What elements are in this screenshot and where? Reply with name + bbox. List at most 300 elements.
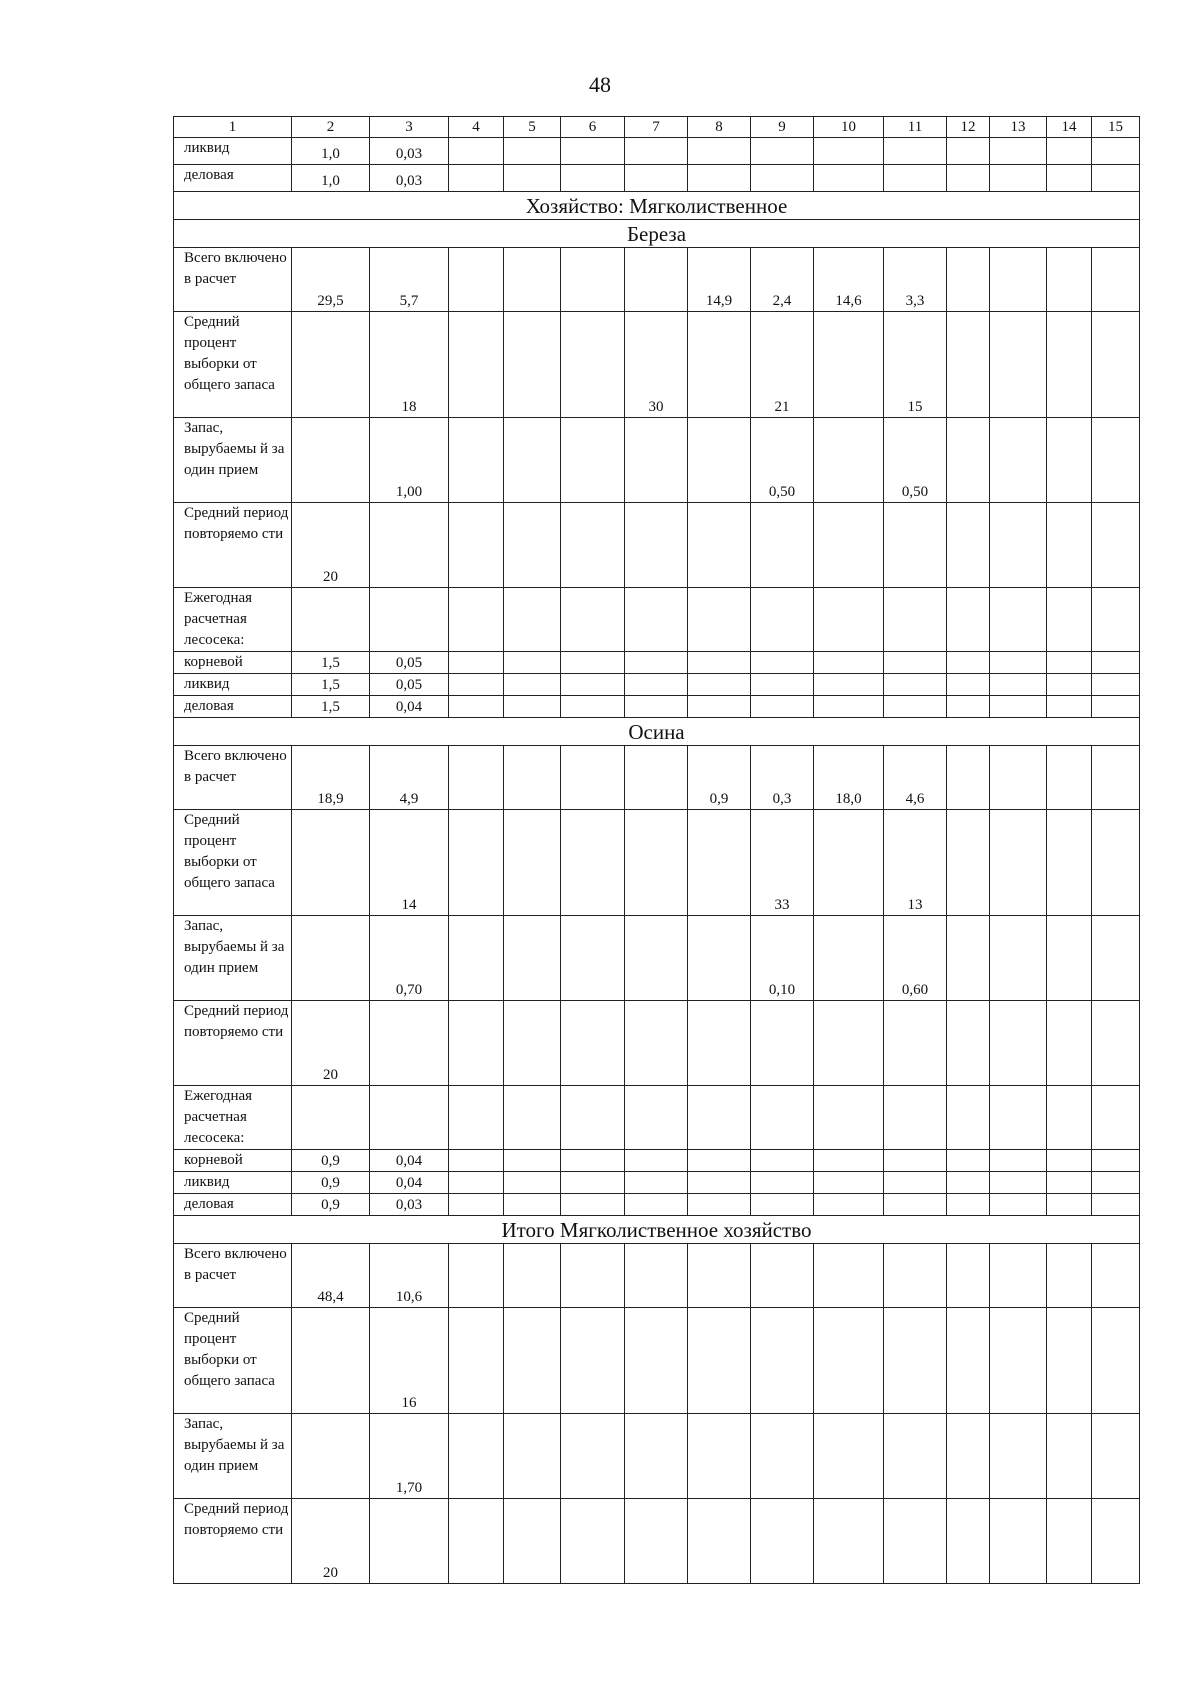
- table-cell-col-15: [1092, 746, 1140, 810]
- table-cell-col-3: [370, 588, 449, 652]
- column-number-3: 3: [370, 117, 449, 138]
- table-cell-col-6: [561, 1244, 625, 1308]
- table-cell-col-12: [947, 1001, 990, 1086]
- table-row: [174, 696, 1140, 718]
- table-cell-col-3: [370, 1001, 449, 1086]
- table-cell-col-13: [990, 652, 1047, 674]
- table-cell-col-13: [990, 1001, 1047, 1086]
- table-row: [174, 674, 1140, 696]
- table-cell-col-12: [947, 746, 990, 810]
- table-cell-col-11: [884, 696, 947, 718]
- table-cell-col-6: [561, 1499, 625, 1584]
- table-cell-col-6: [561, 916, 625, 1001]
- table-cell-col-6: [561, 746, 625, 810]
- table-row: [174, 652, 1140, 674]
- table-cell-col-4: [449, 1194, 504, 1216]
- row-label: Средний процент выборки от общего запаса: [174, 810, 292, 916]
- table-cell-col-12: [947, 916, 990, 1001]
- table-cell-col-11: [884, 165, 947, 192]
- table-cell-col-9: [751, 1001, 814, 1086]
- column-number-4: 4: [449, 117, 504, 138]
- table-cell-col-2: 1,0: [292, 138, 370, 165]
- table-cell-col-15: [1092, 503, 1140, 588]
- table-cell-col-8: [688, 916, 751, 1001]
- table-cell-col-2: 1,5: [292, 674, 370, 696]
- table-row: [174, 1194, 1140, 1216]
- table-cell-col-10: [814, 1194, 884, 1216]
- table-cell-col-6: [561, 696, 625, 718]
- table-cell-col-12: [947, 138, 990, 165]
- table-cell-col-9: 2,4: [751, 248, 814, 312]
- table-cell-col-9: 0,50: [751, 418, 814, 503]
- table-cell-col-4: [449, 418, 504, 503]
- table-cell-col-13: [990, 1308, 1047, 1414]
- table-cell-col-5: [504, 248, 561, 312]
- table-cell-col-6: [561, 165, 625, 192]
- table-cell-col-2: [292, 916, 370, 1001]
- table-cell-col-15: [1092, 696, 1140, 718]
- table-cell-col-14: [1047, 248, 1092, 312]
- table-cell-col-7: [625, 916, 688, 1001]
- row-label: деловая: [174, 165, 292, 192]
- table-cell-col-3: 5,7: [370, 248, 449, 312]
- table-cell-col-11: 13: [884, 810, 947, 916]
- table-cell-col-2: [292, 312, 370, 418]
- table-cell-col-12: [947, 1244, 990, 1308]
- table-cell-col-11: [884, 138, 947, 165]
- table-cell-col-11: [884, 1172, 947, 1194]
- row-label: ликвид: [174, 138, 292, 165]
- table-cell-col-7: [625, 652, 688, 674]
- table-cell-col-4: [449, 503, 504, 588]
- table-cell-col-10: [814, 810, 884, 916]
- table-cell-col-9: 0,10: [751, 916, 814, 1001]
- table-cell-col-13: [990, 810, 1047, 916]
- table-cell-col-13: [990, 165, 1047, 192]
- table-cell-col-6: [561, 1172, 625, 1194]
- table-cell-col-2: 1,0: [292, 165, 370, 192]
- table-cell-col-14: [1047, 312, 1092, 418]
- table-cell-col-2: 20: [292, 503, 370, 588]
- table-cell-col-7: [625, 1172, 688, 1194]
- table-cell-col-7: [625, 674, 688, 696]
- column-number-5: 5: [504, 117, 561, 138]
- table-cell-col-4: [449, 138, 504, 165]
- table-row: [174, 1172, 1140, 1194]
- table-cell-col-14: [1047, 1308, 1092, 1414]
- table-cell-col-14: [1047, 503, 1092, 588]
- table-cell-col-11: 4,6: [884, 746, 947, 810]
- row-label: Средний период повторяемо сти: [174, 1499, 292, 1584]
- table-cell-col-2: [292, 418, 370, 503]
- table-cell-col-7: [625, 1001, 688, 1086]
- table-cell-col-15: [1092, 1172, 1140, 1194]
- table-cell-col-14: [1047, 165, 1092, 192]
- table-cell-col-15: [1092, 418, 1140, 503]
- forest-cut-table: [173, 116, 1140, 1584]
- table-cell-col-13: [990, 1244, 1047, 1308]
- table-cell-col-7: [625, 1194, 688, 1216]
- table-cell-col-9: [751, 1244, 814, 1308]
- table-cell-col-15: [1092, 1001, 1140, 1086]
- row-label: Средний период повторяемо сти: [174, 1001, 292, 1086]
- table-cell-col-15: [1092, 1150, 1140, 1172]
- table-cell-col-15: [1092, 916, 1140, 1001]
- table-row: [174, 1001, 1140, 1086]
- table-cell-col-5: [504, 696, 561, 718]
- table-cell-col-7: [625, 1308, 688, 1414]
- table-cell-col-12: [947, 1308, 990, 1414]
- table-cell-col-14: [1047, 1244, 1092, 1308]
- table-cell-col-11: 3,3: [884, 248, 947, 312]
- table-cell-col-6: [561, 652, 625, 674]
- section-title: Итого Мягколиственное хозяйство: [174, 1216, 1140, 1244]
- table-cell-col-3: 0,03: [370, 165, 449, 192]
- table-row: [174, 1244, 1140, 1308]
- table-cell-col-12: [947, 312, 990, 418]
- table-cell-col-9: [751, 503, 814, 588]
- table-cell-col-3: 10,6: [370, 1244, 449, 1308]
- table-cell-col-6: [561, 312, 625, 418]
- table-cell-col-3: [370, 1499, 449, 1584]
- table-cell-col-5: [504, 165, 561, 192]
- table-cell-col-9: [751, 1499, 814, 1584]
- table-cell-col-14: [1047, 746, 1092, 810]
- table-cell-col-3: [370, 503, 449, 588]
- table-cell-col-3: 0,03: [370, 1194, 449, 1216]
- table-cell-col-2: [292, 1308, 370, 1414]
- table-cell-col-7: 30: [625, 312, 688, 418]
- table-cell-col-14: [1047, 1086, 1092, 1150]
- table-cell-col-4: [449, 1086, 504, 1150]
- table-cell-col-15: [1092, 1414, 1140, 1499]
- table-cell-col-8: [688, 1001, 751, 1086]
- table-cell-col-2: 0,9: [292, 1172, 370, 1194]
- table-cell-col-7: [625, 1244, 688, 1308]
- table-cell-col-6: [561, 1150, 625, 1172]
- table-cell-col-8: [688, 418, 751, 503]
- table-cell-col-3: [370, 1086, 449, 1150]
- table-cell-col-14: [1047, 652, 1092, 674]
- table-cell-col-13: [990, 312, 1047, 418]
- table-cell-col-10: [814, 1150, 884, 1172]
- section-title: Береза: [174, 220, 1140, 248]
- table-cell-col-3: 0,04: [370, 1150, 449, 1172]
- row-label: Средний процент выборки от общего запаса: [174, 1308, 292, 1414]
- table-cell-col-3: 0,04: [370, 696, 449, 718]
- table-cell-col-15: [1092, 674, 1140, 696]
- table-cell-col-13: [990, 1194, 1047, 1216]
- section-title: Хозяйство: Мягколиственное: [174, 192, 1140, 220]
- table-cell-col-14: [1047, 674, 1092, 696]
- table-cell-col-7: [625, 746, 688, 810]
- table-cell-col-9: [751, 1150, 814, 1172]
- table-cell-col-9: [751, 1172, 814, 1194]
- table-cell-col-5: [504, 916, 561, 1001]
- table-cell-col-5: [504, 674, 561, 696]
- table-cell-col-10: [814, 503, 884, 588]
- table-row: [174, 1308, 1140, 1414]
- table-cell-col-3: 0,05: [370, 674, 449, 696]
- table-cell-col-6: [561, 138, 625, 165]
- table-cell-col-5: [504, 810, 561, 916]
- table-cell-col-12: [947, 1499, 990, 1584]
- table-cell-col-8: [688, 503, 751, 588]
- table-cell-col-10: 18,0: [814, 746, 884, 810]
- page-number: 48: [589, 72, 611, 97]
- table-cell-col-13: [990, 746, 1047, 810]
- table-cell-col-9: [751, 588, 814, 652]
- table-cell-col-4: [449, 165, 504, 192]
- table-cell-col-9: 0,3: [751, 746, 814, 810]
- table-cell-col-7: [625, 1086, 688, 1150]
- table-cell-col-8: [688, 165, 751, 192]
- table-cell-col-13: [990, 138, 1047, 165]
- table-cell-col-3: 0,04: [370, 1172, 449, 1194]
- row-label: Средний процент выборки от общего запаса: [174, 312, 292, 418]
- table-cell-col-3: 0,70: [370, 916, 449, 1001]
- table-cell-col-4: [449, 916, 504, 1001]
- table-cell-col-14: [1047, 916, 1092, 1001]
- table-cell-col-14: [1047, 810, 1092, 916]
- table-cell-col-12: [947, 1194, 990, 1216]
- table-cell-col-15: [1092, 1308, 1140, 1414]
- table-cell-col-2: 20: [292, 1499, 370, 1584]
- section-header-row: [174, 220, 1140, 248]
- row-label: корневой: [174, 652, 292, 674]
- row-label: Всего включено в расчет: [174, 248, 292, 312]
- table-cell-col-7: [625, 1414, 688, 1499]
- table-cell-col-11: 15: [884, 312, 947, 418]
- table-cell-col-8: [688, 588, 751, 652]
- table-cell-col-7: [625, 1150, 688, 1172]
- row-label: Средний период повторяемо сти: [174, 503, 292, 588]
- table-cell-col-15: [1092, 1244, 1140, 1308]
- table-cell-col-6: [561, 1414, 625, 1499]
- table-cell-col-6: [561, 248, 625, 312]
- table-cell-col-6: [561, 1001, 625, 1086]
- table-cell-col-12: [947, 1150, 990, 1172]
- table-cell-col-12: [947, 248, 990, 312]
- section-header-row: [174, 192, 1140, 220]
- table-cell-col-14: [1047, 1150, 1092, 1172]
- table-row: [174, 138, 1140, 165]
- table-cell-col-4: [449, 1308, 504, 1414]
- table-row: [174, 418, 1140, 503]
- column-number-2: 2: [292, 117, 370, 138]
- row-label: Всего включено в расчет: [174, 1244, 292, 1308]
- table-cell-col-7: [625, 696, 688, 718]
- table-cell-col-10: [814, 312, 884, 418]
- table-cell-col-8: [688, 1086, 751, 1150]
- table-cell-col-12: [947, 1414, 990, 1499]
- table-cell-col-5: [504, 1308, 561, 1414]
- table-cell-col-13: [990, 588, 1047, 652]
- table-cell-col-4: [449, 312, 504, 418]
- table-cell-col-8: 14,9: [688, 248, 751, 312]
- table-cell-col-2: [292, 1414, 370, 1499]
- table-cell-col-14: [1047, 1194, 1092, 1216]
- table-cell-col-11: 0,50: [884, 418, 947, 503]
- table-cell-col-4: [449, 1172, 504, 1194]
- table-cell-col-12: [947, 674, 990, 696]
- table-row: [174, 746, 1140, 810]
- table-cell-col-5: [504, 1499, 561, 1584]
- table-cell-col-10: [814, 1414, 884, 1499]
- table-cell-col-5: [504, 1244, 561, 1308]
- table-cell-col-7: [625, 165, 688, 192]
- table-cell-col-8: [688, 810, 751, 916]
- table-cell-col-4: [449, 674, 504, 696]
- row-label: ликвид: [174, 674, 292, 696]
- table-cell-col-14: [1047, 1172, 1092, 1194]
- table-cell-col-2: 0,9: [292, 1150, 370, 1172]
- section-header-row: [174, 718, 1140, 746]
- column-number-10: 10: [814, 117, 884, 138]
- table-cell-col-6: [561, 588, 625, 652]
- table-cell-col-4: [449, 746, 504, 810]
- table-row: [174, 312, 1140, 418]
- column-number-6: 6: [561, 117, 625, 138]
- table-row: [174, 1499, 1140, 1584]
- table-cell-col-2: 0,9: [292, 1194, 370, 1216]
- table-cell-col-14: [1047, 588, 1092, 652]
- table-cell-col-5: [504, 1194, 561, 1216]
- table-cell-col-13: [990, 916, 1047, 1001]
- table-cell-col-9: [751, 165, 814, 192]
- table-cell-col-9: [751, 652, 814, 674]
- table-cell-col-9: [751, 1086, 814, 1150]
- table-cell-col-13: [990, 418, 1047, 503]
- table-cell-col-6: [561, 1194, 625, 1216]
- table-cell-col-10: [814, 674, 884, 696]
- table-cell-col-14: [1047, 696, 1092, 718]
- table-cell-col-12: [947, 503, 990, 588]
- table-cell-col-5: [504, 1414, 561, 1499]
- table-cell-col-15: [1092, 652, 1140, 674]
- table-cell-col-2: [292, 588, 370, 652]
- table-cell-col-3: 1,00: [370, 418, 449, 503]
- table-cell-col-3: 0,03: [370, 138, 449, 165]
- table-cell-col-3: 18: [370, 312, 449, 418]
- table-cell-col-9: [751, 696, 814, 718]
- table-cell-col-2: 29,5: [292, 248, 370, 312]
- table-cell-col-14: [1047, 1414, 1092, 1499]
- table-cell-col-4: [449, 652, 504, 674]
- row-label: Запас, вырубаемы й за один прием: [174, 916, 292, 1001]
- table-row: [174, 1414, 1140, 1499]
- table-cell-col-8: [688, 1244, 751, 1308]
- table-cell-col-15: [1092, 1086, 1140, 1150]
- table-cell-col-11: [884, 1244, 947, 1308]
- table-cell-col-14: [1047, 1499, 1092, 1584]
- table-cell-col-5: [504, 1150, 561, 1172]
- table-cell-col-7: [625, 248, 688, 312]
- table-cell-col-8: [688, 1499, 751, 1584]
- table-cell-col-13: [990, 1414, 1047, 1499]
- row-label: корневой: [174, 1150, 292, 1172]
- row-label: деловая: [174, 696, 292, 718]
- table-cell-col-10: [814, 1172, 884, 1194]
- table-cell-col-5: [504, 503, 561, 588]
- table-cell-col-6: [561, 674, 625, 696]
- table-cell-col-13: [990, 1172, 1047, 1194]
- table-cell-col-15: [1092, 165, 1140, 192]
- table-cell-col-8: [688, 138, 751, 165]
- table-row: [174, 503, 1140, 588]
- table-cell-col-9: 21: [751, 312, 814, 418]
- table-cell-col-5: [504, 746, 561, 810]
- table-cell-col-10: [814, 1499, 884, 1584]
- table-cell-col-12: [947, 1172, 990, 1194]
- table-cell-col-6: [561, 1308, 625, 1414]
- table-cell-col-8: [688, 1308, 751, 1414]
- table-cell-col-9: [751, 1414, 814, 1499]
- table-cell-col-4: [449, 810, 504, 916]
- table-cell-col-9: [751, 674, 814, 696]
- table-cell-col-14: [1047, 138, 1092, 165]
- table-cell-col-2: 20: [292, 1001, 370, 1086]
- table-cell-col-11: [884, 1001, 947, 1086]
- table-cell-col-15: [1092, 138, 1140, 165]
- table-cell-col-9: 33: [751, 810, 814, 916]
- table-cell-col-8: [688, 1150, 751, 1172]
- table-cell-col-13: [990, 1499, 1047, 1584]
- table-cell-col-7: [625, 138, 688, 165]
- table-cell-col-6: [561, 1086, 625, 1150]
- table-cell-col-13: [990, 1150, 1047, 1172]
- table-cell-col-11: 0,60: [884, 916, 947, 1001]
- table-cell-col-15: [1092, 1499, 1140, 1584]
- table-row: [174, 916, 1140, 1001]
- table-cell-col-11: [884, 1150, 947, 1172]
- table-cell-col-11: [884, 674, 947, 696]
- table-cell-col-8: [688, 1414, 751, 1499]
- table-cell-col-12: [947, 165, 990, 192]
- table-cell-col-13: [990, 248, 1047, 312]
- table-cell-col-10: [814, 165, 884, 192]
- table-cell-col-13: [990, 696, 1047, 718]
- table-cell-col-7: [625, 588, 688, 652]
- table-cell-col-13: [990, 674, 1047, 696]
- table-cell-col-10: [814, 652, 884, 674]
- table-row: [174, 810, 1140, 916]
- table-cell-col-11: [884, 588, 947, 652]
- table-cell-col-2: 48,4: [292, 1244, 370, 1308]
- table-cell-col-11: [884, 503, 947, 588]
- table-cell-col-7: [625, 418, 688, 503]
- column-number-12: 12: [947, 117, 990, 138]
- table-cell-col-5: [504, 138, 561, 165]
- table-cell-col-8: 0,9: [688, 746, 751, 810]
- table-cell-col-5: [504, 1086, 561, 1150]
- table-cell-col-4: [449, 248, 504, 312]
- table-row: [174, 588, 1140, 652]
- table-cell-col-7: [625, 810, 688, 916]
- table-cell-col-4: [449, 1499, 504, 1584]
- table-cell-col-10: [814, 138, 884, 165]
- table-cell-col-5: [504, 1001, 561, 1086]
- column-number-row: [174, 117, 1140, 138]
- table-cell-col-11: [884, 652, 947, 674]
- table-cell-col-11: [884, 1414, 947, 1499]
- table-cell-col-10: [814, 1001, 884, 1086]
- table-body: [174, 117, 1140, 1584]
- table-cell-col-7: [625, 503, 688, 588]
- table-cell-col-12: [947, 418, 990, 503]
- table-cell-col-14: [1047, 418, 1092, 503]
- table-cell-col-12: [947, 1086, 990, 1150]
